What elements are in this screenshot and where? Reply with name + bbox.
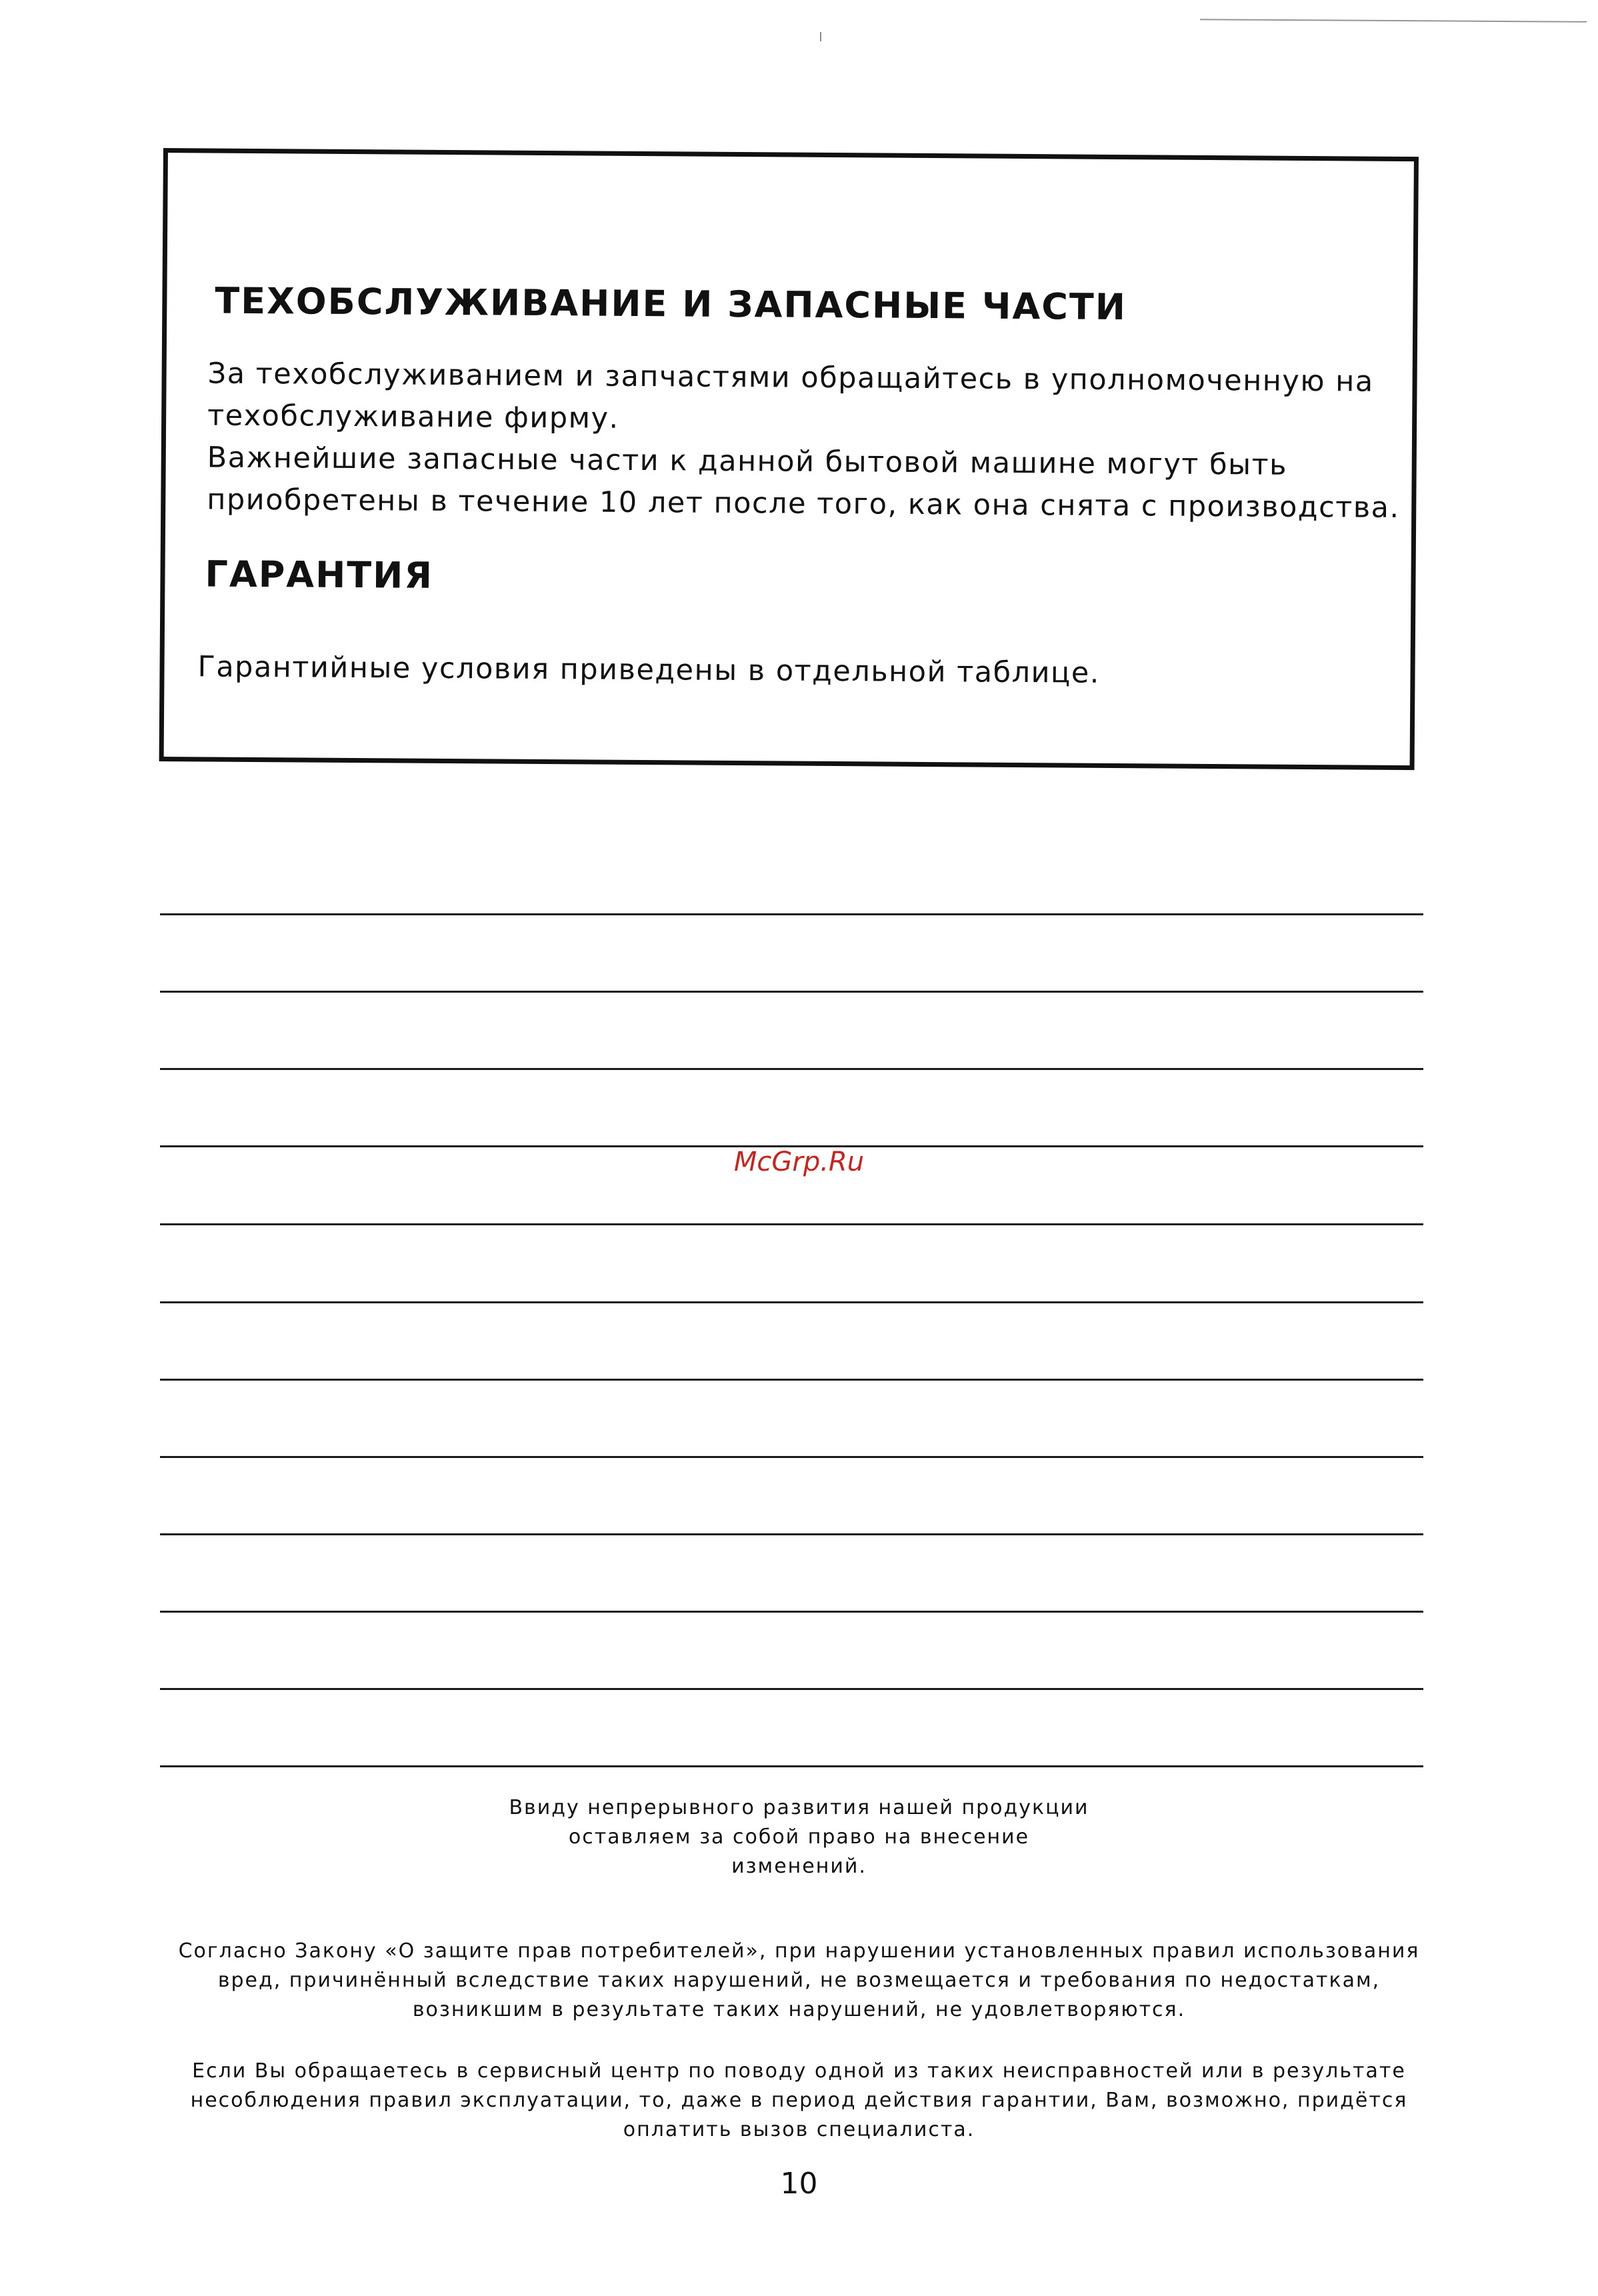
warranty-text: Гарантийные условия приведены в отдельной таблице. [197, 650, 1101, 690]
note-line [160, 1611, 1423, 1613]
scan-artifact-line [1200, 19, 1587, 23]
note-line [160, 1688, 1423, 1690]
note-line [160, 1301, 1423, 1303]
text-line: возникшим в результате таких нарушений, не удовлетворяются. [412, 1998, 1186, 2021]
service-heading: ТЕХОБСЛУЖИВАНИЕ И ЗАПАСНЫЕ ЧАСТИ [215, 279, 1127, 329]
text-line: оставляем за собой право на внесение [568, 1825, 1030, 1849]
service-paragraph-1 [207, 353, 1374, 445]
text-line: Ввиду непрерывного развития нашей продукции [509, 1796, 1089, 1819]
service-warranty-box [159, 148, 1419, 770]
scan-artifact-tick [820, 32, 821, 41]
warranty-heading: ГАРАНТИЯ [205, 553, 434, 597]
consumer-law-note [0, 1937, 1598, 2025]
text-line: оплатить вызов специалиста. [623, 2118, 975, 2141]
text-line: приобретены в течение 10 лет после того, как она снята с производства. [207, 483, 1400, 525]
text-line: техобслуживание фирму. [207, 399, 619, 435]
page-number: 10 [780, 2167, 818, 2201]
note-line [160, 991, 1423, 993]
text-line: изменений. [731, 1855, 867, 1878]
note-line [160, 1765, 1423, 1767]
note-line [160, 1379, 1423, 1381]
watermark-text: McGrp.Ru [733, 1147, 865, 1177]
service-call-note [0, 2057, 1598, 2145]
note-line [160, 1533, 1423, 1535]
note-line [160, 1068, 1423, 1070]
note-line [160, 913, 1423, 915]
text-line: вред, причинённый вследствие таких нарушений, не возмещается и требования по недостаткам, [217, 1969, 1381, 1992]
service-paragraph-2 [207, 437, 1400, 529]
note-line [160, 1223, 1423, 1225]
text-line: Важнейшие запасные части к данной бытовой машине могут быть [207, 441, 1288, 482]
text-line: Если Вы обращаетесь в сервисный центр по поводу одной из таких неисправностей или в результате [192, 2059, 1406, 2083]
text-line: Согласно Закону «О защите прав потребителей», при нарушении установленных правил использования [178, 1939, 1420, 1963]
note-line [160, 1456, 1423, 1458]
text-line: несоблюдения правил эксплуатации, то, даже в период действия гарантии, Вам, возможно, придётся [190, 2089, 1408, 2112]
development-note [0, 1793, 1598, 1881]
text-line: За техобслуживанием и запчастями обращайтесь в уполномоченную на [207, 357, 1374, 399]
